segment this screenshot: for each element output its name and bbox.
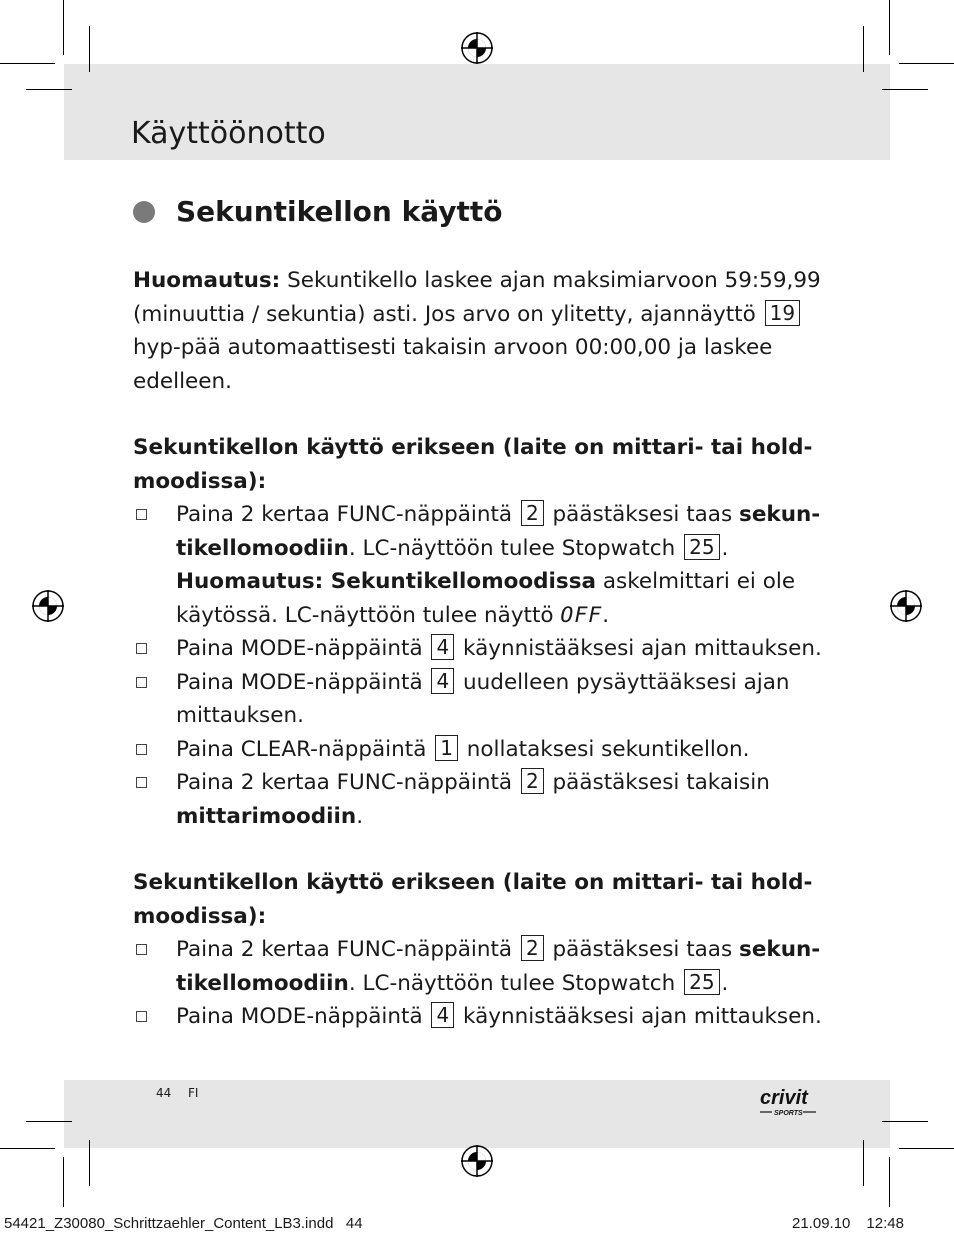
- crivit-logo-icon: [758, 1082, 822, 1120]
- item-text: .: [721, 535, 729, 561]
- registration-mark-icon: [32, 590, 64, 622]
- subheading: Sekuntikellon käyttö erikseen (laite on mittari- tai hold-moodissa):: [133, 870, 813, 929]
- crop-mark: [889, 1157, 890, 1207]
- crop-mark: [882, 1121, 928, 1122]
- checkbox-bullet-icon: [136, 777, 147, 788]
- crop-mark: [0, 1148, 55, 1149]
- item-text: .: [721, 970, 729, 996]
- item-text: Paina 2 kertaa FUNC-näppäintä: [176, 937, 519, 962]
- ref-box: 4: [431, 668, 454, 694]
- item-text: Paina 2 kertaa FUNC-näppäintä: [176, 770, 519, 795]
- item-text: Paina MODE-näppäintä: [176, 636, 430, 661]
- section-header: [133, 195, 503, 228]
- crop-mark: [863, 26, 864, 72]
- page-number: 44: [156, 1086, 172, 1100]
- footer-timestamp: [792, 1215, 904, 1232]
- item-text: Paina CLEAR-näppäintä: [176, 736, 434, 762]
- crop-mark: [63, 1157, 64, 1207]
- item-text: Paina MODE-näppäintä: [176, 1004, 430, 1029]
- item-text: . LC-näyttöön tulee Stopwatch: [348, 970, 683, 996]
- subheading: Sekuntikellon käyttö erikseen (laite on mittari- tai hold-moodissa):: [133, 435, 813, 494]
- crop-mark: [0, 63, 55, 64]
- ref-box: 2: [521, 935, 544, 961]
- crop-mark: [899, 63, 954, 64]
- list-item: [133, 666, 833, 733]
- checkbox-bullet-icon: [136, 677, 147, 688]
- page-title: Käyttöönotto: [131, 116, 326, 151]
- checkbox-bullet-icon: [136, 1011, 147, 1022]
- crop-mark: [863, 1140, 864, 1186]
- crop-mark: [89, 1140, 90, 1186]
- item-bold-text: mittarimoodiin: [176, 803, 357, 829]
- checkbox-bullet-icon: [136, 744, 147, 755]
- item-text: nollataksesi sekuntikellon.: [459, 736, 750, 762]
- item-note-label: Huomautus: Sekuntikellomoodissa: [176, 569, 596, 594]
- svg-text:crivit: crivit: [760, 1087, 808, 1109]
- language-code: FI: [188, 1086, 199, 1100]
- note-text: hyp-pää automaattisesti takaisin arvoon 00:00,00 ja laskee edelleen.: [133, 335, 773, 394]
- list-item: [133, 1000, 833, 1034]
- registration-mark-icon: [461, 1145, 493, 1177]
- item-text: päästäksesi takaisin: [545, 770, 770, 795]
- crop-mark: [26, 1121, 72, 1122]
- item-text: . LC-näyttöön tulee Stopwatch: [348, 535, 683, 561]
- ref-box: 1: [435, 735, 458, 761]
- checkbox-bullet-icon: [136, 509, 147, 520]
- note-paragraph: [133, 264, 833, 398]
- ref-box: 2: [521, 768, 544, 794]
- item-text: päästäksesi taas: [545, 937, 740, 962]
- footer-date: 21.09.10: [792, 1215, 851, 1232]
- item-text: .: [356, 803, 364, 829]
- bullet-icon: [133, 201, 155, 223]
- crop-mark: [89, 26, 90, 72]
- item-text: käynnistääksesi ajan mittauksen.: [456, 1004, 822, 1029]
- list-item: [133, 933, 833, 1000]
- svg-text:SPORTS: SPORTS: [774, 1110, 803, 1117]
- item-bold-text: sekun-tikellomoodiin: [176, 937, 821, 996]
- note-label: Huomautus:: [133, 268, 281, 293]
- item-bold-text: sekun-tikellomoodiin: [176, 502, 821, 561]
- main-content: [133, 264, 833, 1034]
- section-title: Sekuntikellon käyttö: [176, 195, 503, 228]
- crop-mark: [63, 0, 64, 55]
- lcd-display-text: OFF: [560, 602, 603, 628]
- footer-time: 12:48: [866, 1215, 904, 1232]
- registration-mark-icon: [461, 32, 493, 64]
- ref-box: 19: [765, 300, 800, 326]
- item-text: uudelleen pysäyttääksesi ajan mittauksen.: [176, 669, 790, 728]
- ref-box: 2: [521, 500, 544, 526]
- crop-mark: [889, 0, 890, 55]
- list-item: [133, 632, 833, 666]
- item-text: päästäksesi taas: [545, 502, 740, 527]
- item-text: askelmittari ei ole käytössä. LC-näyttöön tulee näyttö: [176, 569, 796, 628]
- item-text: käynnistääksesi ajan mittauksen.: [456, 636, 822, 661]
- list-item: [133, 766, 833, 833]
- crop-mark: [882, 89, 928, 90]
- registration-mark-icon: [890, 590, 922, 622]
- footer-file-info: 54421_Z30080_Schrittzaehler_Content_LB3.indd 44: [4, 1215, 363, 1232]
- list-item: [133, 733, 833, 767]
- item-text: .: [602, 602, 610, 628]
- crop-mark: [899, 1148, 954, 1149]
- checkbox-bullet-icon: [136, 944, 147, 955]
- item-text: Paina MODE-näppäintä: [176, 669, 430, 695]
- ref-box: 4: [431, 634, 454, 660]
- list-item: [133, 498, 833, 632]
- ref-box: 25: [684, 534, 719, 560]
- checkbox-bullet-icon: [136, 643, 147, 654]
- note-text: Sekuntikello laskee ajan maksimiarvoon 59:59,99 (minuuttia / sekuntia) asti. Jos arvo on ylitetty, ajannäyttö: [133, 268, 821, 327]
- crop-mark: [26, 89, 72, 90]
- ref-box: 25: [684, 969, 719, 995]
- item-text: Paina 2 kertaa FUNC-näppäintä: [176, 502, 519, 527]
- ref-box: 4: [431, 1002, 454, 1028]
